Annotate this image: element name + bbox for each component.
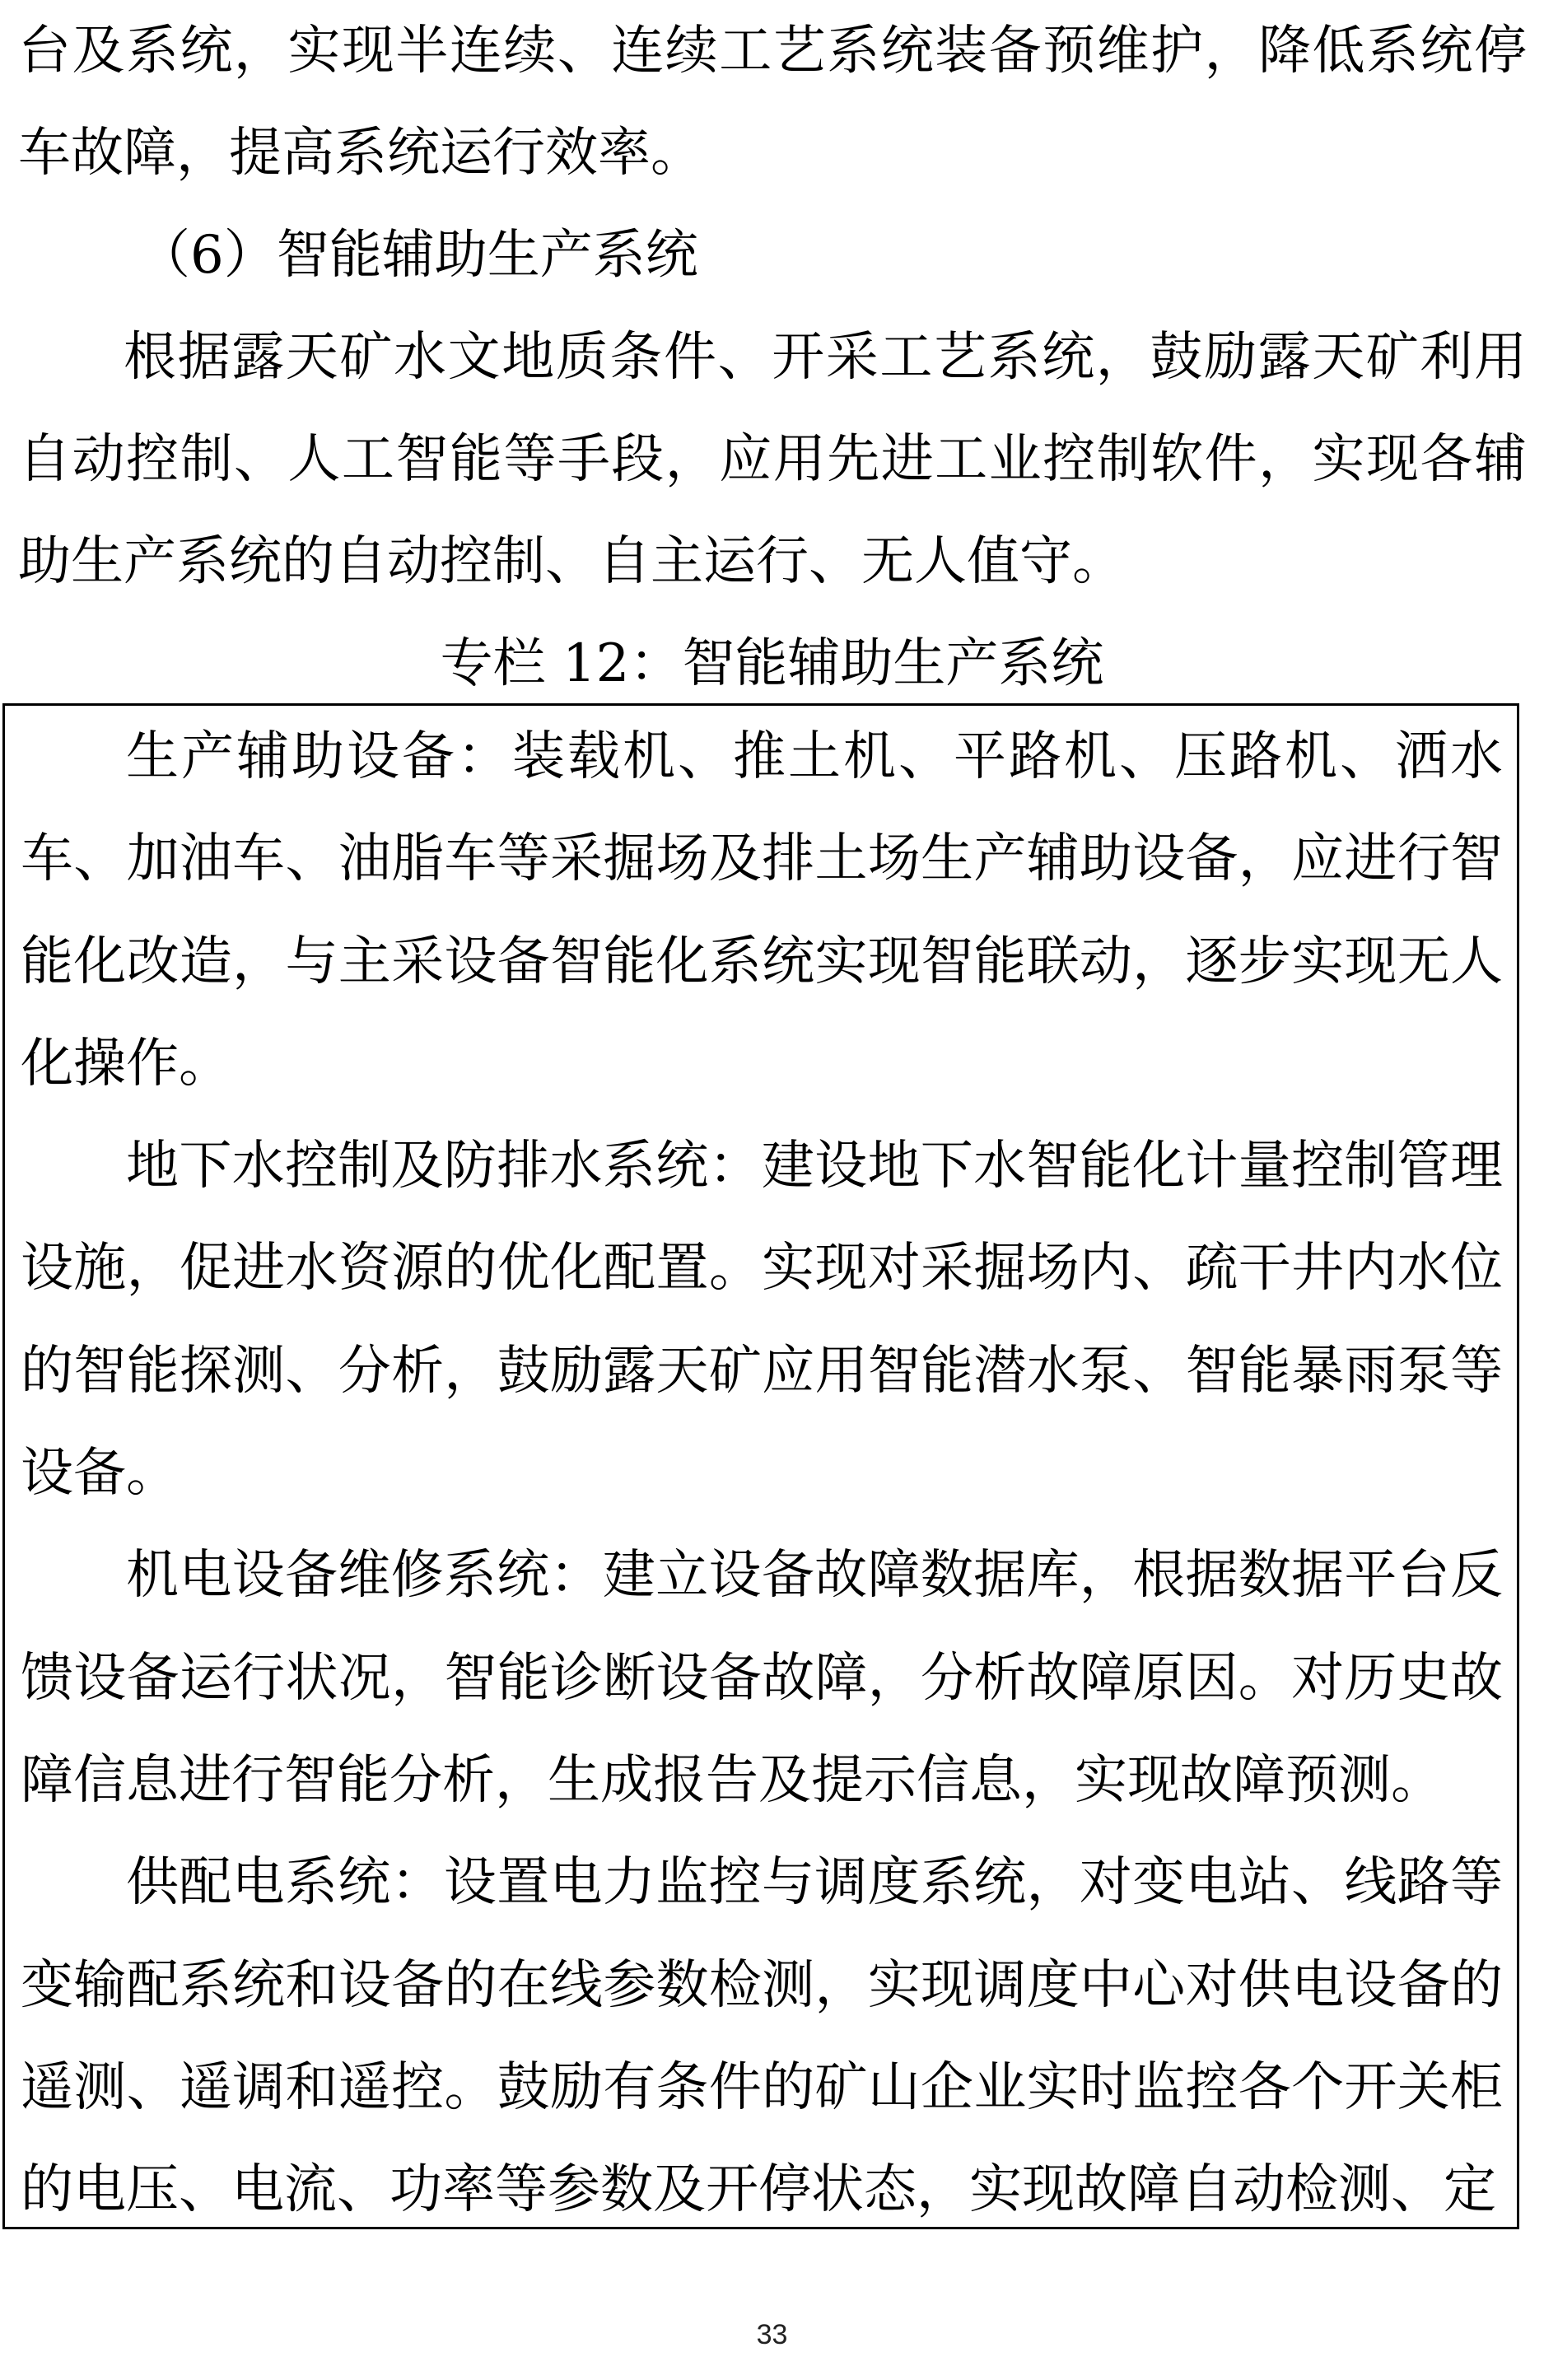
page-number: 33 bbox=[756, 2319, 788, 2350]
section-heading bbox=[18, 204, 1527, 306]
column-title-suffix: ：智能辅助生产系统 bbox=[629, 633, 1104, 694]
continuation-paragraph: 台及系统，实现半连续、连续工艺系统装备预维护，降低系统停车故障，提高系统运行效率。 bbox=[18, 21, 1527, 184]
intro-section bbox=[18, 0, 1527, 613]
column-paragraph-auxiliary-equipment: 生产辅助设备：装载机、推土机、平路机、压路机、洒水车、加油车、油脂车等采掘场及排土场生产辅助设备，应进行智能化改造，与主采设备智能化系统实现智能联动，逐步实现无人化操作。 bbox=[21, 726, 1503, 1094]
column-paragraph-power-supply: 供配电系统：设置电力监控与调度系统，对变电站、线路等变输配系统和设备的在线参数检测，实现调度中心对供电设备的遥测、遥调和遥控。鼓励有条件的矿山企业实时监控各个开关柜的电压、电流、功率等参数及开停状态，实现故障自动检测、定 bbox=[21, 1852, 1503, 2221]
section-number: （6） bbox=[138, 225, 277, 286]
column-paragraph-equipment-maintenance: 机电设备维修系统：建立设备故障数据库，根据数据平台反馈设备运行状况，智能诊断设备故障，分析故障原因。对历史故障信息进行智能分析，生成报告及提示信息，实现故障预测。 bbox=[21, 1545, 1503, 1811]
column-paragraph-groundwater-control: 地下水控制及防排水系统：建设地下水智能化计量控制管理设施，促进水资源的优化配置。实现对采掘场内、疏干井内水位的智能探测、分析，鼓励露天矿应用智能潜水泵、智能暴雨泵等设备。 bbox=[21, 1136, 1503, 1505]
column-box bbox=[2, 703, 1519, 2229]
section-title: 智能辅助生产系统 bbox=[276, 225, 698, 286]
section-body-paragraph: 根据露天矿水文地质条件、开采工艺系统，鼓励露天矿利用自动控制、人工智能等手段，应用先进工业控制软件，实现各辅助生产系统的自动控制、自主运行、无人值守。 bbox=[18, 327, 1527, 592]
column-title-number: 12 bbox=[562, 633, 630, 694]
column-title-prefix: 专栏 bbox=[440, 633, 562, 694]
column-title bbox=[0, 613, 1544, 715]
column-box-content bbox=[21, 706, 1503, 2229]
